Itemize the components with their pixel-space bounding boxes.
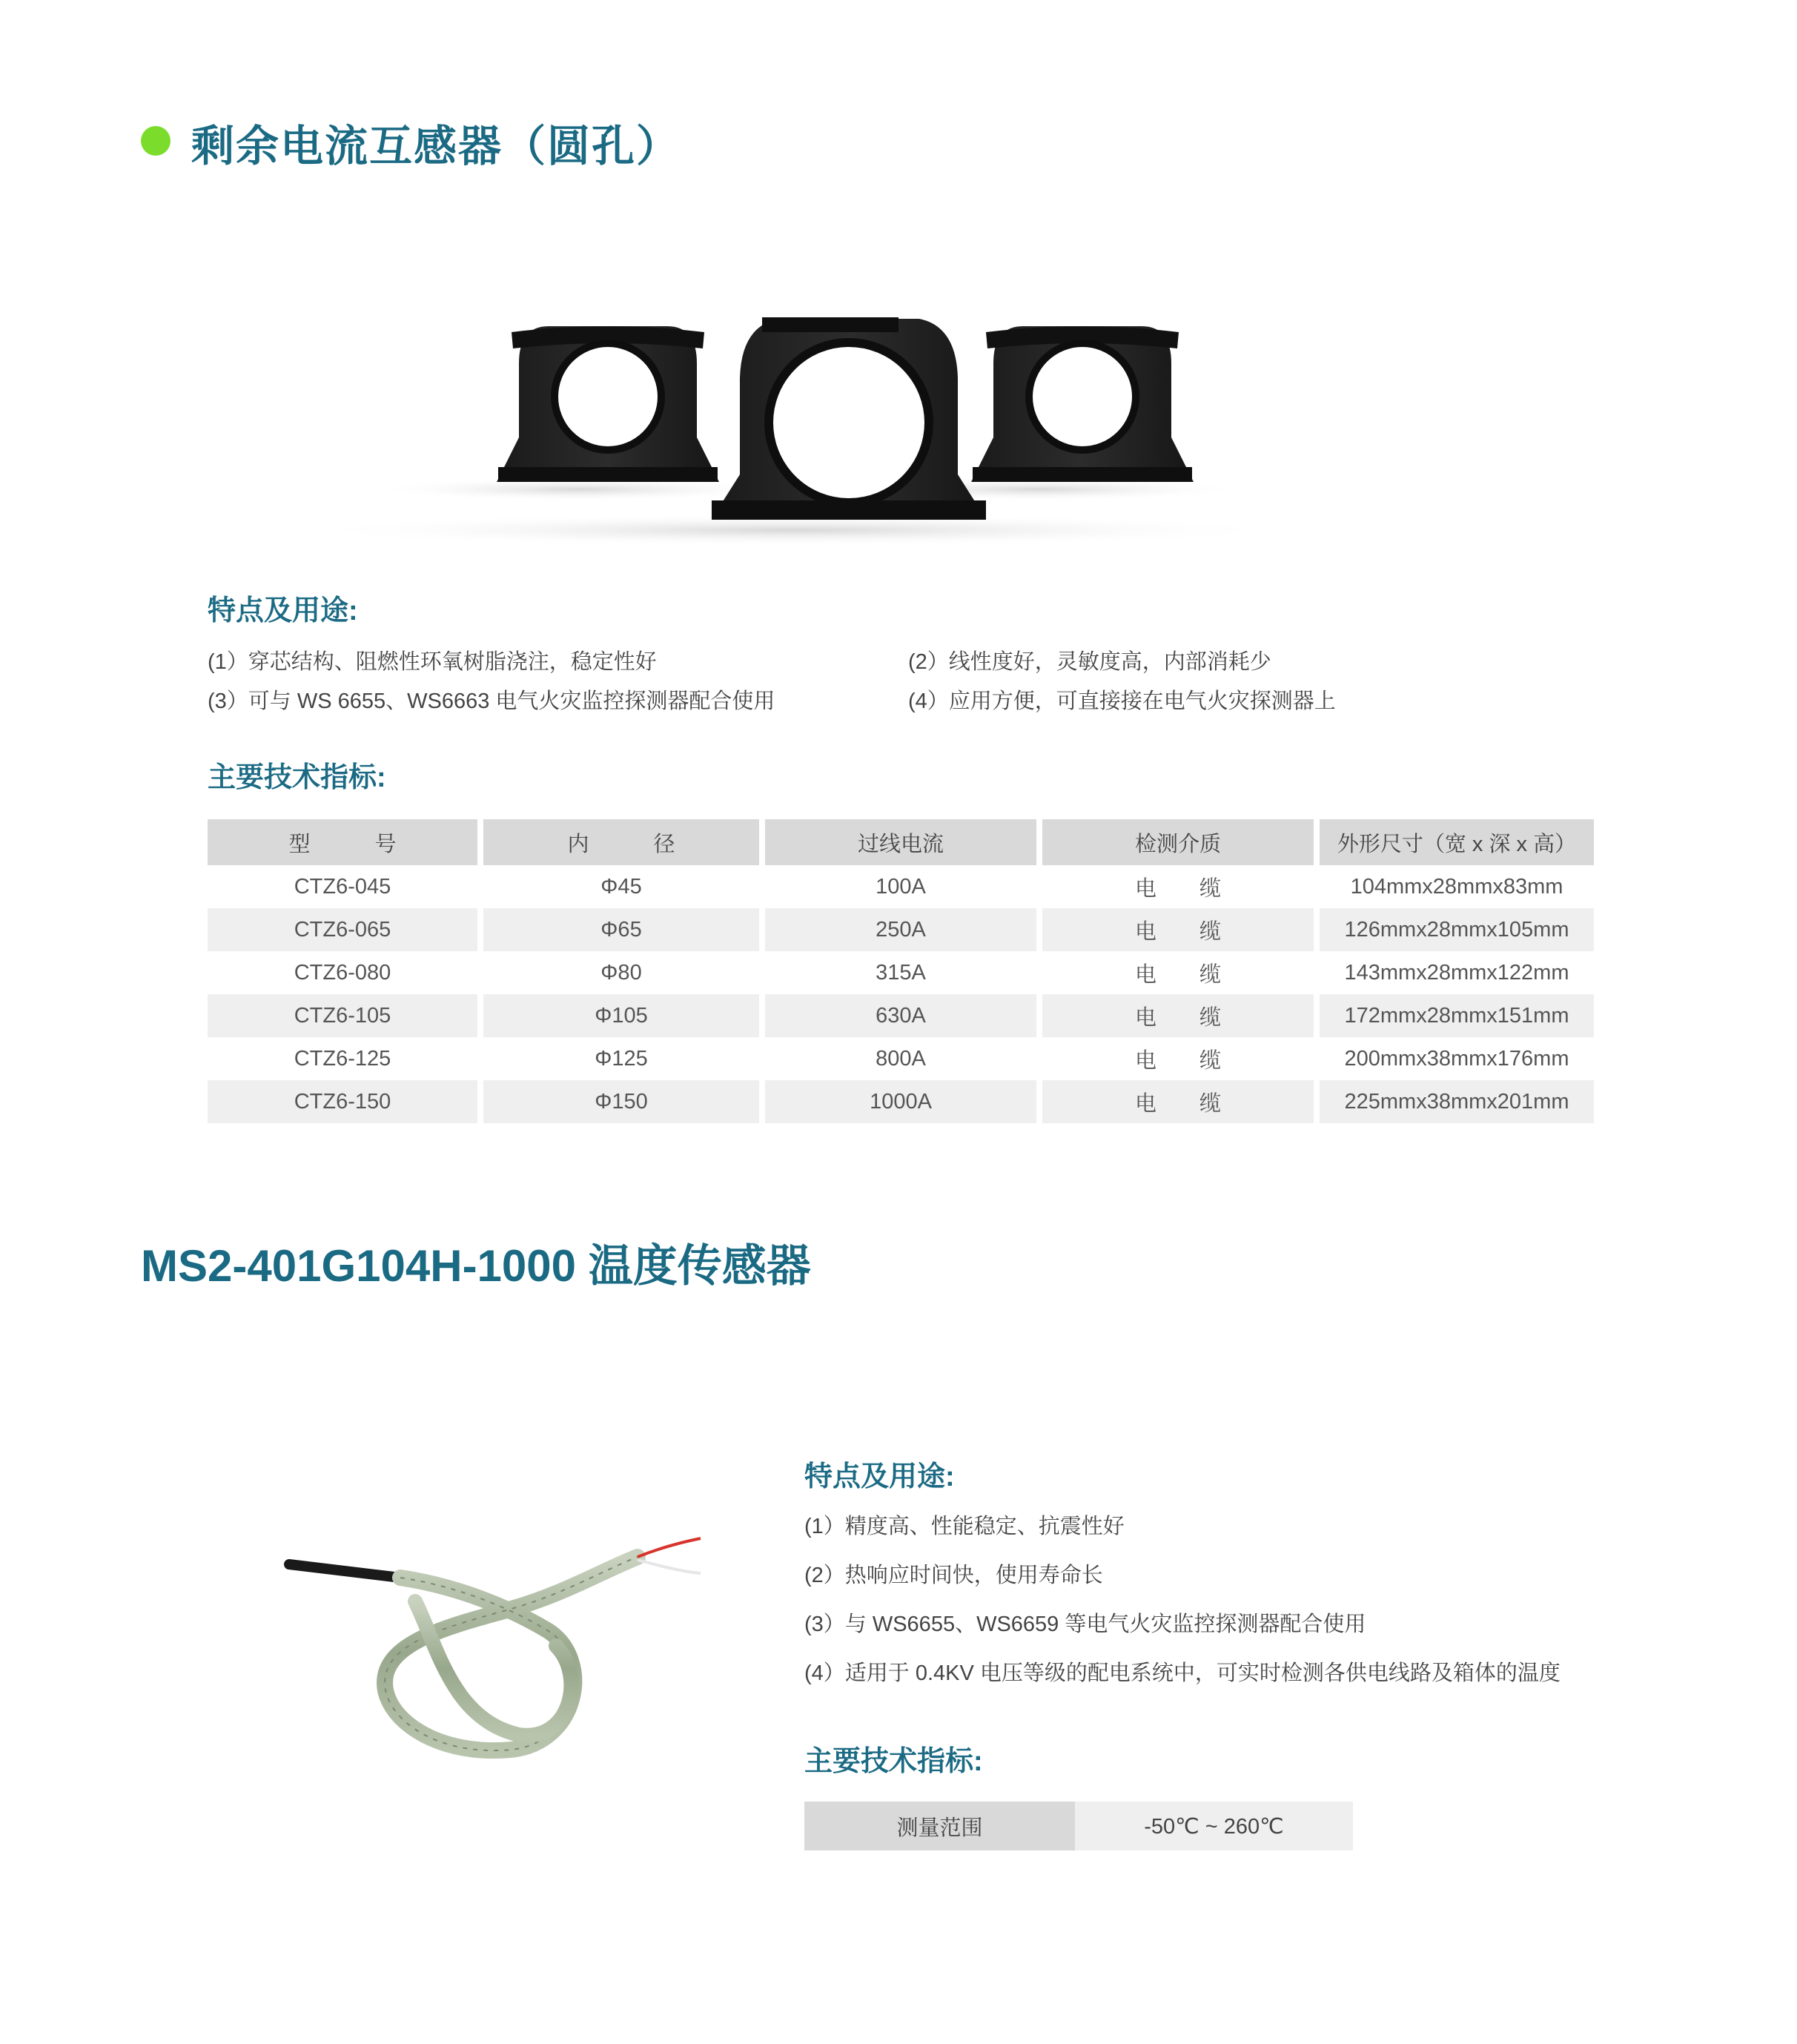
feature-item: (4）应用方便，可直接接在电气火灾探测器上 (908, 689, 1336, 713)
col-header-model: 型 号 (208, 819, 477, 865)
temperature-sensor-product-image (267, 1498, 727, 1779)
cell-diameter: Φ45 (600, 874, 642, 899)
cell-medium: 电 缆 (1134, 962, 1221, 987)
feature-item: (4）适用于 0.4KV 电压等级的配电系统中，可实时检测各供电线路及箱体的温度 (804, 1661, 1561, 1685)
cell-dimensions: 143mmx28mmx122mm (1344, 960, 1569, 985)
cell-medium: 电 缆 (1042, 994, 1314, 1037)
cell-current: 315A (876, 960, 926, 985)
table-row (208, 1037, 1594, 1080)
cell-current: 100A (876, 874, 926, 899)
specs-heading: 主要技术指标: (804, 1746, 983, 1777)
cell-current: 250A (765, 908, 1036, 951)
col-header-dimensions: 外形尺寸（宽 x 深 x 高） (1320, 819, 1594, 865)
cell-model: CTZ6-150 (208, 1080, 477, 1123)
measurement-range-table (804, 1802, 1353, 1850)
col-header-inner-diameter: 内 径 (483, 819, 759, 865)
current-transformer-product-image (297, 304, 1305, 556)
features-heading: 特点及用途: (804, 1461, 955, 1492)
cell-model: CTZ6-105 (208, 994, 477, 1037)
feature-item: (3）可与 WS 6655、WS6663 电气火灾监控探测器配合使用 (208, 689, 775, 713)
cell-current: 800A (876, 1046, 926, 1071)
cell-medium: 电 缆 (1134, 876, 1221, 901)
section2-title: MS2-401G104H-1000 温度传感器 (141, 1241, 811, 1291)
spec-table-header-row (208, 819, 1594, 865)
feature-item: (3）与 WS6655、WS6659 等电气火灾监控探测器配合使用 (804, 1613, 1366, 1636)
cell-dimensions: 200mmx38mmx176mm (1344, 1046, 1569, 1071)
feature-item: (1）穿芯结构、阻燃性环氧树脂浇注，稳定性好 (208, 650, 657, 674)
cell-model: CTZ6-125 (294, 1046, 391, 1071)
features-heading: 特点及用途: (208, 595, 358, 626)
spec-value: -50℃ ~ 260℃ (1075, 1802, 1353, 1850)
cell-model: CTZ6-045 (294, 874, 391, 899)
col-header-medium: 检测介质 (1042, 819, 1314, 865)
cell-medium: 电 缆 (1042, 908, 1314, 951)
cell-medium: 电 缆 (1134, 1048, 1221, 1073)
cell-dimensions: 104mmx28mmx83mm (1350, 874, 1563, 899)
feature-item: (2）线性度好，灵敏度高，内部消耗少 (908, 650, 1271, 674)
cell-model: CTZ6-080 (294, 960, 391, 985)
table-row (208, 1080, 1594, 1123)
cell-model: CTZ6-065 (208, 908, 477, 951)
ct-small-right (971, 326, 1194, 482)
cell-dimensions: 225mmx38mmx201mm (1320, 1080, 1594, 1123)
table-row (208, 908, 1594, 951)
cell-medium: 电 缆 (1042, 1080, 1314, 1123)
ct-large-center (712, 317, 986, 520)
cell-diameter: Φ80 (600, 960, 642, 985)
col-header-current: 过线电流 (765, 819, 1036, 865)
table-row (208, 951, 1594, 994)
feature-item: (1）精度高、性能稳定、抗震性好 (804, 1515, 1125, 1538)
cell-dimensions: 172mmx28mmx151mm (1320, 994, 1594, 1037)
cell-dimensions: 126mmx28mmx105mm (1320, 908, 1594, 951)
title-bullet-dot (141, 126, 171, 156)
cell-current: 630A (765, 994, 1036, 1037)
cell-diameter: Φ105 (483, 994, 759, 1037)
cell-diameter: Φ125 (595, 1046, 648, 1071)
specs-heading: 主要技术指标: (208, 762, 386, 793)
cell-current: 1000A (765, 1080, 1036, 1123)
cell-diameter: Φ65 (483, 908, 759, 951)
table-row (208, 994, 1594, 1037)
table-row (208, 865, 1594, 908)
cell-diameter: Φ150 (483, 1080, 759, 1123)
feature-item: (2）热响应时间快，使用寿命长 (804, 1564, 1103, 1587)
section1-title: 剩余电流互感器（圆孔） (191, 122, 681, 171)
spec-label: 测量范围 (804, 1802, 1075, 1850)
spec-table (202, 819, 1600, 1123)
ct-small-left (497, 326, 719, 482)
